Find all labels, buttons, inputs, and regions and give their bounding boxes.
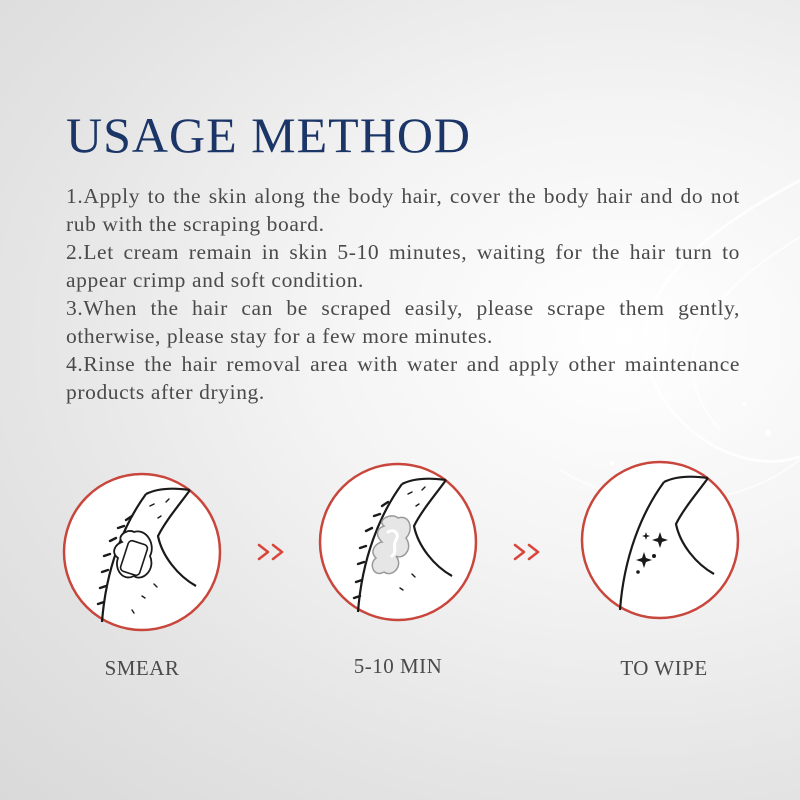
arm-with-cream-icon <box>62 472 222 632</box>
step-1: 1.Apply to the skin along the body hair, cover the body hair and do not rub with the scraping board. <box>66 184 740 236</box>
stage-label-wipe: TO WIPE <box>620 656 708 680</box>
stage-label-smear: SMEAR <box>104 656 180 680</box>
page-title: USAGE METHOD <box>66 107 472 163</box>
step-4: 4.Rinse the hair removal area with water and apply other maintenance products after drying. <box>66 352 740 404</box>
arm-waiting-icon <box>318 462 478 622</box>
chevron-right-icon <box>256 542 290 562</box>
step-2: 2.Let cream remain in skin 5-10 minutes, waiting for the hair turn to appear crimp and soft condition. <box>66 240 740 292</box>
smooth-arm-icon <box>580 460 740 620</box>
chevron-right-icon <box>512 542 546 562</box>
stage-label-wait: 5-10 MIN <box>353 654 443 678</box>
instructions-list <box>66 182 740 406</box>
step-3: 3.When the hair can be scraped easily, please scrape them gently, otherwise, please stay for a few more minutes. <box>66 296 740 348</box>
